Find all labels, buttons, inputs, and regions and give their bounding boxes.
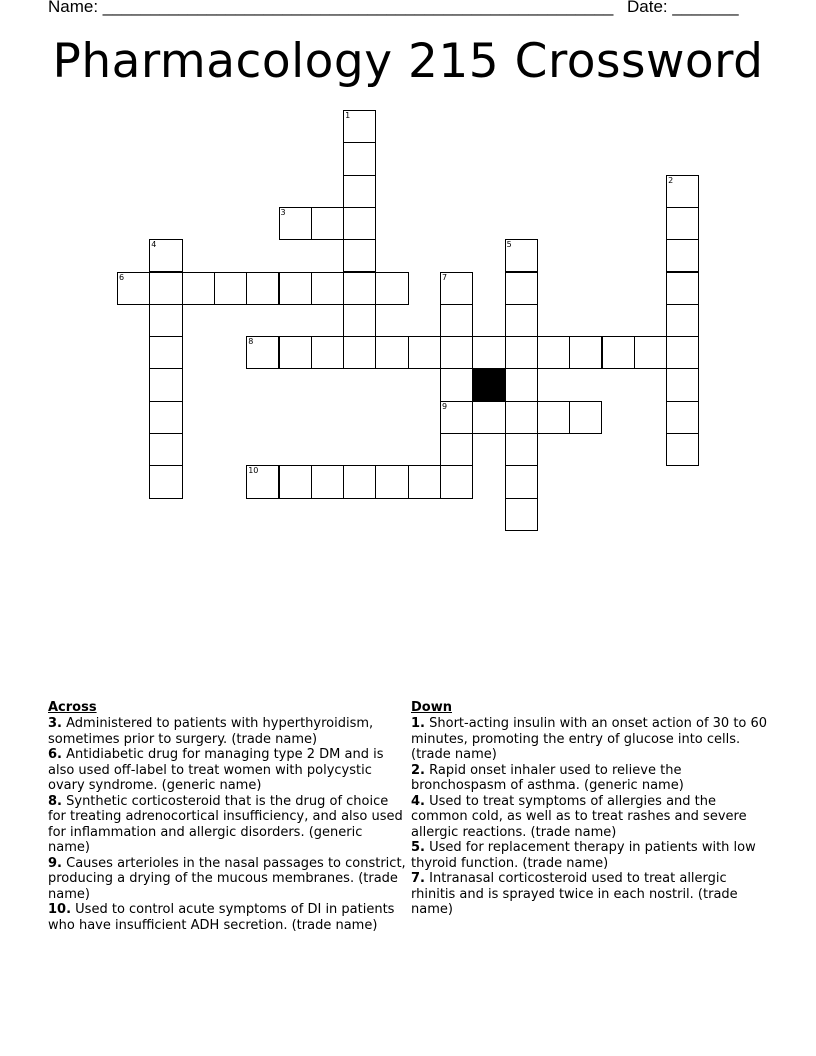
page-title: Pharmacology 215 Crossword [52,34,764,89]
crossword-cell[interactable] [666,368,699,401]
crossword-cell[interactable] [505,272,538,305]
clue-across-6 [48,747,408,794]
crossword-cell[interactable] [149,368,182,401]
crossword-cell[interactable] [505,401,538,434]
crossword-cell[interactable] [440,304,473,337]
clue-across-3 [48,716,408,747]
clue-across-8 [48,794,408,856]
clue-number: 1. [411,716,425,731]
crossword-cell[interactable] [343,110,376,143]
crossword-cell[interactable] [666,401,699,434]
cell-number: 3 [280,207,286,217]
crossword-cell[interactable] [343,272,376,305]
crossword-cell[interactable] [666,175,699,208]
crossword-cell[interactable] [569,336,602,369]
crossword-cell[interactable] [343,142,376,175]
crossword-cell[interactable] [343,336,376,369]
down-clues [411,700,771,918]
crossword-cell[interactable] [505,239,538,272]
crossword-cell[interactable] [343,304,376,337]
crossword-cell[interactable] [472,336,505,369]
crossword-cell[interactable] [505,433,538,466]
crossword-cell[interactable] [569,401,602,434]
crossword-cell[interactable] [375,336,408,369]
cell-number: 5 [506,240,512,250]
crossword-cell[interactable] [666,433,699,466]
crossword-cell[interactable] [408,465,441,498]
crossword-cell[interactable] [505,465,538,498]
crossword-cell[interactable] [505,336,538,369]
crossword-cell[interactable] [149,465,182,498]
name-line: Name: ______________________________________________________ [48,0,614,16]
crossword-cell[interactable] [440,433,473,466]
clue-text: Used to control acute symptoms of DI in patients who have insufficient ADH secretion. (trade name) [48,902,395,933]
crossword-cell[interactable] [214,272,247,305]
cell-number: 2 [668,175,674,185]
clue-down-5 [411,840,771,871]
clue-number: 6. [48,747,62,762]
crossword-cell[interactable] [117,272,150,305]
crossword-cell[interactable] [375,465,408,498]
clue-number: 8. [48,793,62,809]
crossword-cell[interactable] [602,336,635,369]
crossword-cell[interactable] [343,207,376,240]
crossword-cell[interactable] [666,207,699,240]
crossword-cell[interactable] [246,272,279,305]
cell-number: 1 [345,111,351,120]
crossword-cell[interactable] [343,465,376,498]
crossword-cell[interactable] [440,465,473,498]
clue-down-4 [411,794,771,841]
crossword-cell[interactable] [343,239,376,272]
crossword-cell[interactable] [279,336,312,369]
date-line: Date: _______ [627,0,739,16]
clue-number: 4. [411,793,425,809]
crossword-cell[interactable] [149,336,182,369]
down-heading: Down [411,700,452,715]
clue-number: 3. [48,716,62,731]
crossword-cell[interactable] [246,465,279,498]
clue-number: 9. [48,855,62,871]
crossword-cell[interactable] [311,336,344,369]
across-clues [48,700,408,933]
crossword-cell[interactable] [666,304,699,337]
crossword-cell[interactable] [149,239,182,272]
cell-number: 6 [119,272,125,282]
crossword-cell[interactable] [440,368,473,401]
crossword-cell[interactable] [472,401,505,434]
cell-number: 4 [151,240,157,250]
crossword-cell[interactable] [182,272,215,305]
crossword-cell[interactable] [440,272,473,305]
crossword-cell[interactable] [537,336,570,369]
crossword-cell[interactable] [505,368,538,401]
clue-down-7 [411,871,771,918]
clue-text: Used to treat symptoms of allergies and the common cold, as well as to treat rashes and severe allergic reactions. (trade name) [411,793,747,840]
across-heading: Across [48,700,97,715]
crossword-cell[interactable] [505,498,538,531]
clue-down-1 [411,716,771,763]
clue-text: Rapid onset inhaler used to relieve the bronchospasm of asthma. (generic name) [411,762,684,793]
crossword-cell[interactable] [311,272,344,305]
cell-number: 8 [248,337,254,347]
crossword-cell[interactable] [505,304,538,337]
crossword-cell[interactable] [149,433,182,466]
crossword-cell[interactable] [666,336,699,369]
clue-number: 7. [411,871,425,886]
clue-text: Antidiabetic drug for managing type 2 DM and is also used off-label to treat women with polycystic ovary syndrome. (generic name) [48,747,384,793]
crossword-cell[interactable] [408,336,441,369]
clue-text: Causes arterioles in the nasal passages to constrict, producing a drying of the mucous membranes. (trade name) [48,855,406,902]
crossword-cell[interactable] [279,207,312,240]
clue-across-9 [48,856,408,903]
clue-across-10 [48,902,408,933]
crossword-cell[interactable] [149,304,182,337]
clue-number: 10. [48,902,72,917]
crossword-cell[interactable] [440,336,473,369]
crossword-cell[interactable] [149,401,182,434]
clue-text: Used for replacement therapy in patients with low thyroid function. (trade name) [411,840,756,871]
crossword-cell[interactable] [246,336,279,369]
crossword-cell[interactable] [149,272,182,305]
crossword-cell[interactable] [343,175,376,208]
clue-text: Administered to patients with hyperthyroidism, sometimes prior to surgery. (trade name) [48,716,374,747]
black-square [472,368,505,401]
clue-down-2 [411,763,771,794]
cell-number: 7 [442,272,448,282]
crossword-cell[interactable] [311,465,344,498]
crossword-cell[interactable] [375,272,408,305]
clue-text: Short-acting insulin with an onset action of 30 to 60 minutes, promoting the entry of glucose into cells. (trade name) [411,716,768,762]
crossword-cell[interactable] [537,401,570,434]
crossword-cell[interactable] [279,465,312,498]
crossword-cell[interactable] [666,272,699,305]
crossword-cell[interactable] [279,272,312,305]
cell-number: 9 [442,401,448,411]
clue-number: 2. [411,762,425,778]
crossword-cell[interactable] [634,336,667,369]
cell-number: 10 [248,466,259,476]
clue-number: 5. [411,840,425,855]
clue-text: Intranasal corticosteroid used to treat allergic rhinitis and is sprayed twice in each nostril. (trade name) [411,871,738,917]
clue-text: Synthetic corticosteroid that is the drug of choice for treating adrenocortical insufficiency, and also used for inflammation and allergic disorders. (generic name) [48,793,403,855]
crossword-cell[interactable] [440,401,473,434]
crossword-cell[interactable] [311,207,344,240]
crossword-cell[interactable] [666,239,699,272]
